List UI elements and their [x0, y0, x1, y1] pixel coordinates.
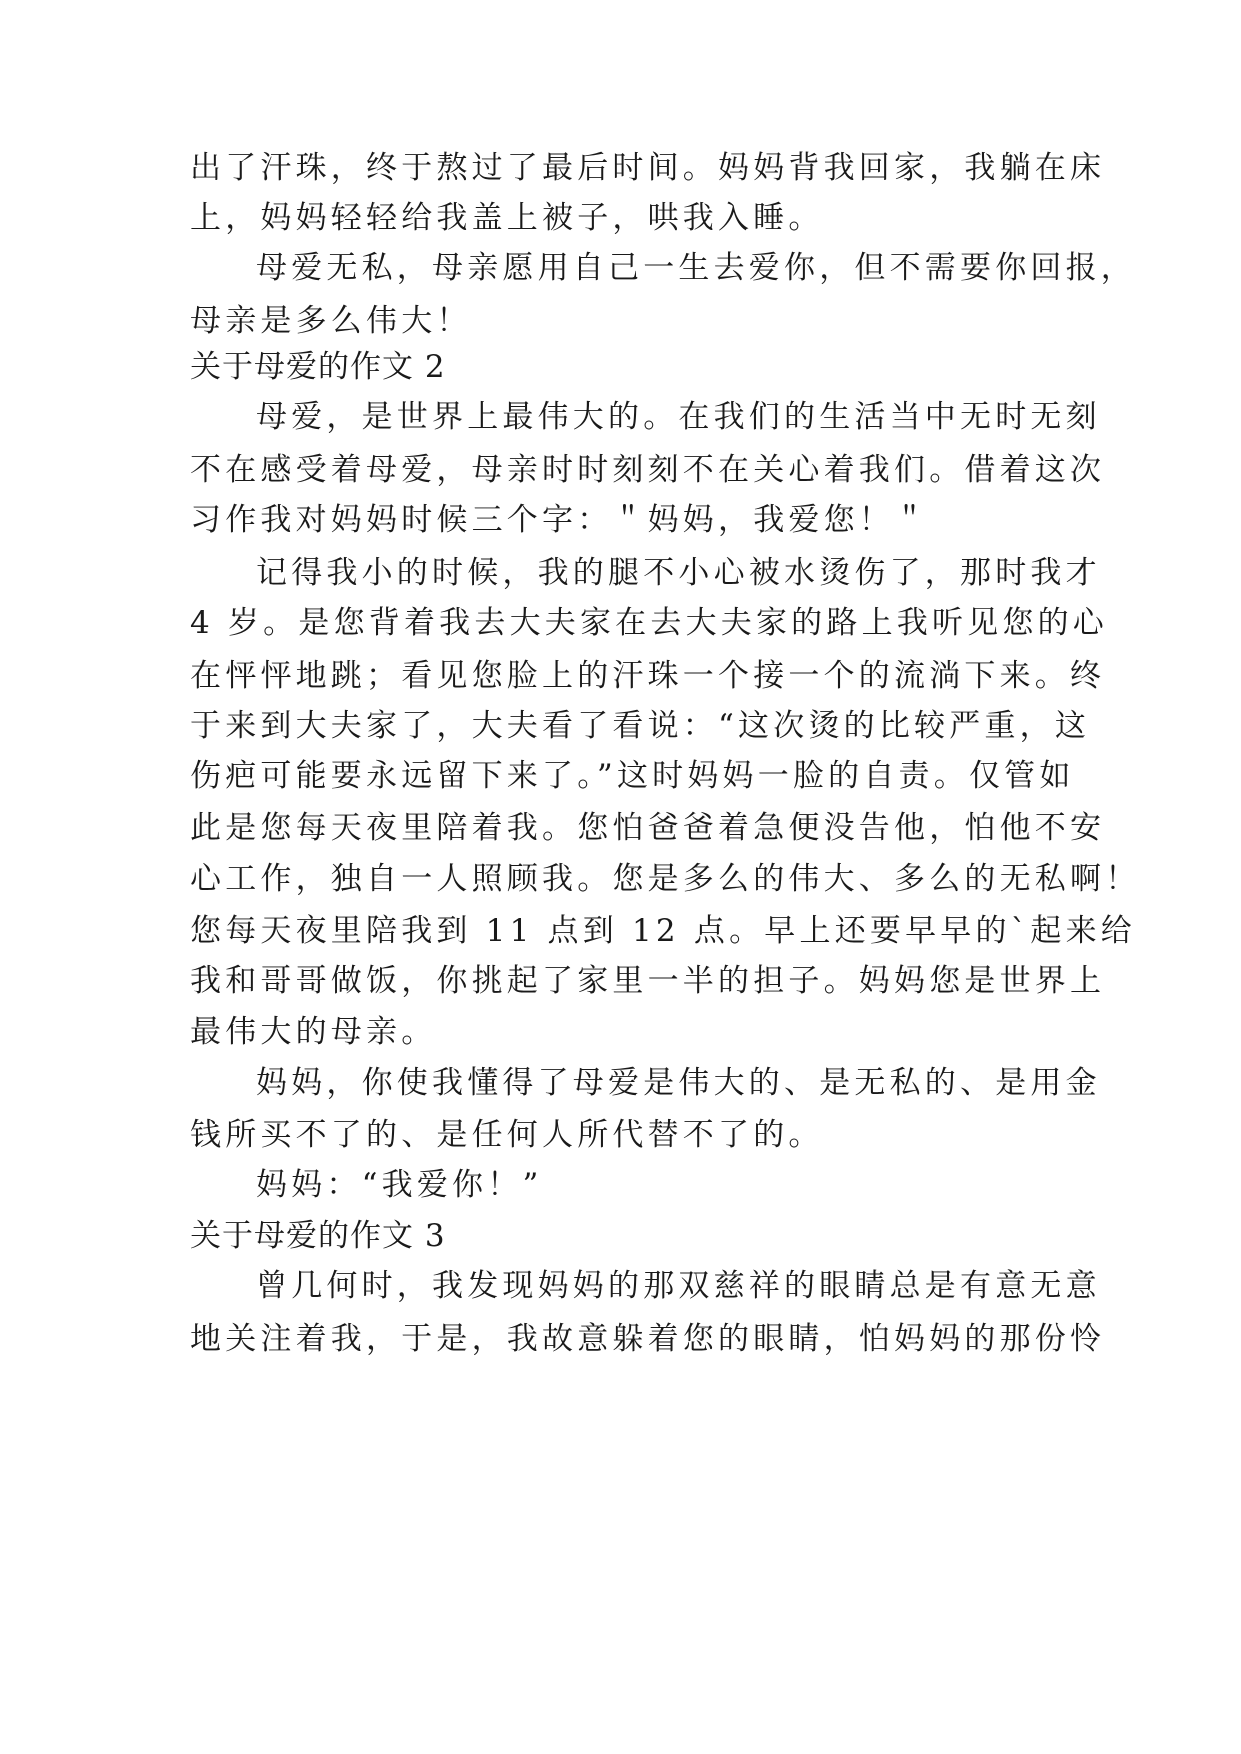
- paragraph-line: 此是您每天夜里陪着我。您怕爸爸着急便没告他，怕他不安: [190, 810, 1106, 846]
- paragraph-line: 曾几何时，我发现妈妈的那双慈祥的眼睛总是有意无意: [256, 1268, 1101, 1304]
- paragraph-line: 不在感受着母爱，母亲时时刻刻不在关心着我们。借着这次: [190, 452, 1106, 488]
- paragraph-line: 妈妈，你使我懂得了母爱是伟大的、是无私的、是用金: [256, 1065, 1101, 1101]
- paragraph-line: 我和哥哥做饭，你挑起了家里一半的担子。妈妈您是世界上: [190, 963, 1106, 999]
- paragraph-line: 母亲是多么伟大！: [190, 303, 472, 339]
- section-heading: 关于母爱的作文 2: [190, 349, 446, 385]
- paragraph-line: 妈妈：“我爱你！”: [256, 1167, 543, 1203]
- paragraph-line: 您每天夜里陪我到 11 点到 12 点。早上还要早早的`起来给: [190, 913, 1137, 949]
- paragraph-line: 母爱无私，母亲愿用自己一生去爱你，但不需要你回报，: [256, 250, 1136, 286]
- paragraph-line: 伤疤可能要永远留下来了。”这时妈妈一脸的自责。仅管如: [190, 758, 1075, 794]
- paragraph-line: 出了汗珠，终于熬过了最后时间。妈妈背我回家，我躺在床: [190, 150, 1106, 186]
- paragraph-line: 在怦怦地跳；看见您脸上的汗珠一个接一个的流淌下来。终: [190, 658, 1106, 694]
- section-heading: 关于母爱的作文 3: [190, 1218, 446, 1254]
- paragraph-line: 记得我小的时候，我的腿不小心被水烫伤了，那时我才: [256, 555, 1101, 591]
- paragraph-line: 最伟大的母亲。: [190, 1014, 437, 1050]
- paragraph-line: 上，妈妈轻轻给我盖上被子，哄我入睡。: [190, 200, 824, 236]
- paragraph-line: 心工作，独自一人照顾我。您是多么的伟大、多么的无私啊！: [190, 861, 1141, 897]
- paragraph-line: 母爱，是世界上最伟大的。在我们的生活当中无时无刻: [256, 399, 1101, 435]
- paragraph-line: 4 岁。是您背着我去大夫家在去大夫家的路上我听见您的心: [190, 605, 1108, 641]
- paragraph-line: 地关注着我，于是，我故意躲着您的眼睛，怕妈妈的那份怜: [190, 1321, 1106, 1357]
- paragraph-line: 习作我对妈妈时候三个字：＂妈妈，我爱您！＂: [190, 502, 930, 538]
- paragraph-line: 于来到大夫家了，大夫看了看说：“这次烫的比较严重，这: [190, 708, 1091, 744]
- paragraph-line: 钱所买不了的、是任何人所代替不了的。: [190, 1117, 824, 1153]
